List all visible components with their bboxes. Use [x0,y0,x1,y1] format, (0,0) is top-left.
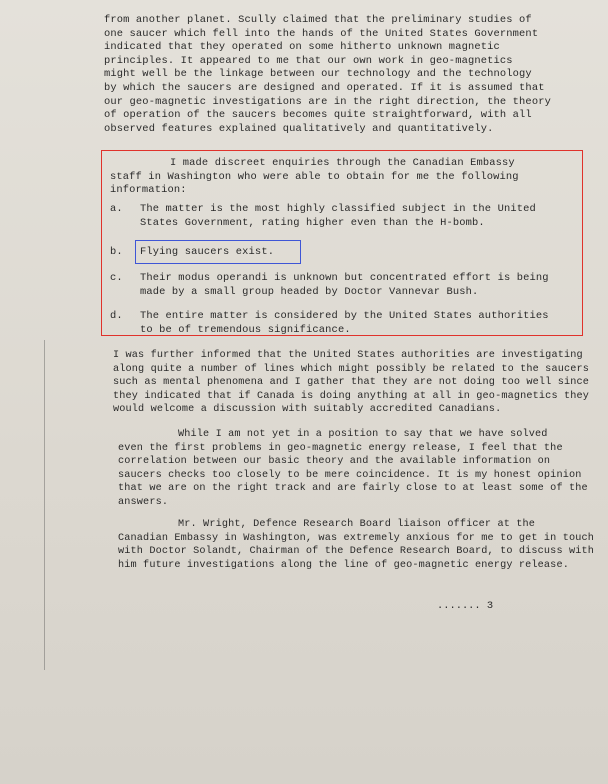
text-line: Flying saucers exist. [140,246,275,258]
text-line: one saucer which fell into the hands of the United States Government [104,27,539,40]
list-item-label: d. [110,310,123,322]
text-line: I made discreet enquiries through the Canadian Embassy [170,157,515,169]
text-line: Mr. Wright, Defence Research Board liaison officer at the [178,519,536,530]
text-line: The matter is the most highly classified subject in the United [140,203,536,215]
text-line: Their modus operandi is unknown but concentrated effort is being [140,272,549,284]
text-line: indicated that they operated on some hitherto unknown magnetic [104,41,500,54]
text-line: from another planet. Scully claimed that the preliminary studies of [104,14,532,26]
text-line: even the first problems in geo-magnetic energy release, I feel that the [118,442,563,454]
text-line: our geo-magnetic investigations are in the right direction, the theory [104,95,551,108]
text-line: to be of tremendous significance. [140,323,351,336]
text-line: States Government, rating higher even than the H-bomb. [140,216,485,229]
paper-fold-mark [44,340,45,670]
text-line: would welcome a discussion with suitably accredited Canadians. [113,404,502,416]
list-item-label: a. [110,203,123,215]
text-line: made by a small group headed by Doctor Vannevar Bush. [140,285,479,298]
text-line: that we are on the right track and are fairly close to at least some of the [118,483,588,495]
text-line: him future investigations along the line of geo-magnetic energy release. [118,559,569,571]
list-item-label: b. [110,246,123,258]
text-line: The entire matter is considered by the United States authorities [140,310,549,322]
text-line: I was further informed that the United States authorities are investigating [113,350,583,361]
text-line: of operation of the saucers becomes quite straightforward, with all [104,109,532,122]
text-line: such as mental phenomena and I gather that they are not doing too well since [113,377,590,389]
text-line: staff in Washington who were able to obtain for me the following [110,170,519,183]
text-line: While I am not yet in a position to say that we have solved [178,429,548,440]
text-line: observed features explained qualitatively and quantitatively. [104,122,494,135]
paragraph-further [113,349,589,417]
paragraph-top [104,14,551,136]
text-line: by which the saucers are designed and operated. If it is assumed that [104,81,545,94]
text-line: principles. It appeared to me that our own work in geo-magnetics [104,54,513,67]
text-line: answers. [118,496,169,508]
text-line: along quite a number of lines which might possibly be related to the saucers [113,363,590,375]
highlight-box-blue [135,240,301,264]
page-number: ....... 3 [437,600,494,612]
paragraph-while [118,428,588,510]
text-line: with Doctor Solandt, Chairman of the Defence Research Board, to discuss with [118,546,595,558]
text-line: saucers checks too closely to be mere coincidence. It is my honest opinion [118,469,582,481]
text-line: information: [110,184,187,197]
list-item-label: c. [110,272,123,284]
paragraph-wright [118,518,594,572]
text-line: correlation between our basic theory and the available information on [118,456,551,468]
text-line: they indicated that if Canada is doing anything at all in geo-magnetics they [113,390,590,402]
text-line: might well be the linkage between our technology and the technology [104,68,532,81]
text-line: Canadian Embassy in Washington, was extremely anxious for me to get in touch [118,532,595,544]
